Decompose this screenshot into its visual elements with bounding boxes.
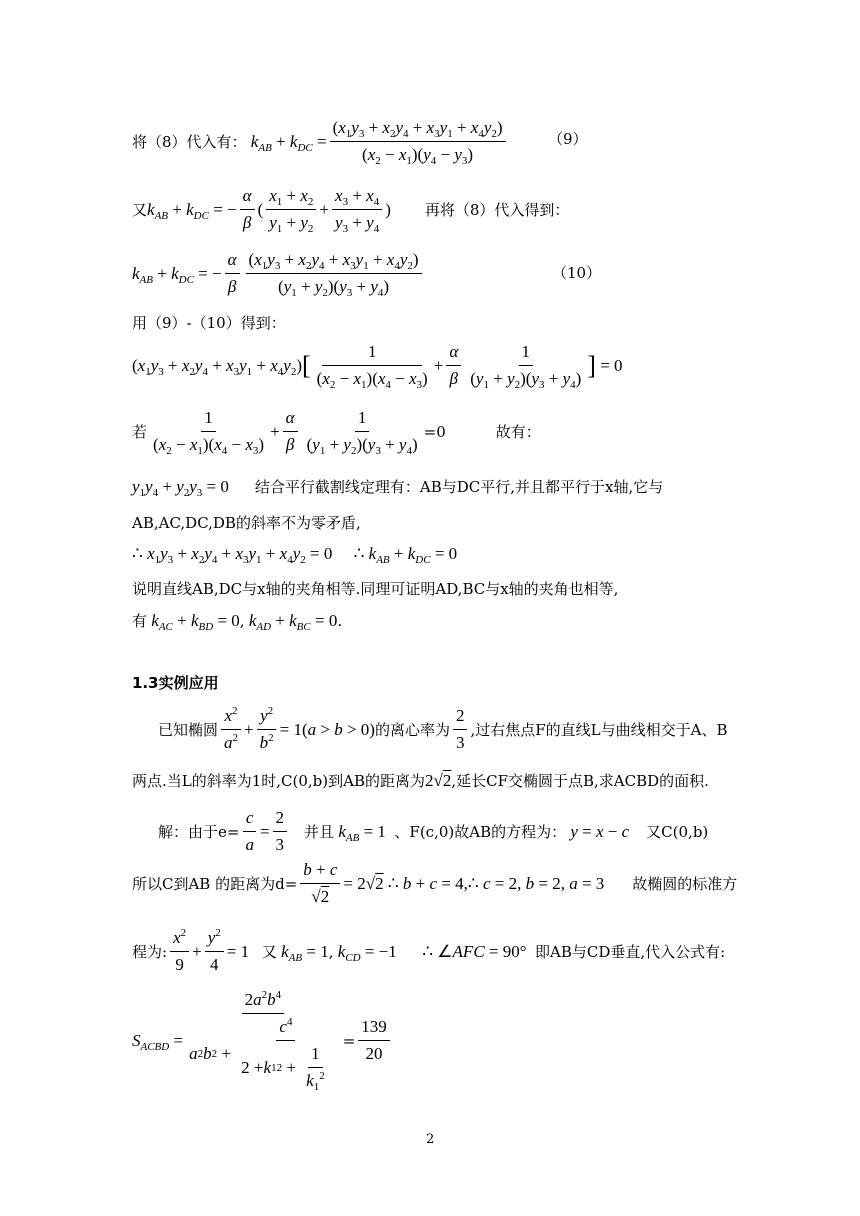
problem-line-2 <box>132 770 709 791</box>
math-kad-kbc: $k_{AD} + k_{BC} = 0$ <box>248 610 338 633</box>
equation-y-line <box>132 476 663 497</box>
math-therefore-sum: ∴ $x_1y_3 + x_2y_4 + x_3y_1 + x_4y_2 = 0$ ∴ $k_{AB} + k_{DC} = 0$ <box>132 544 458 566</box>
text-parallel-theorem: 结合平行截割线定理有：AB与DC平行,并且都平行于x轴,它与 <box>254 478 664 496</box>
equation-number-10: （10） <box>552 264 602 282</box>
text-also: 又 <box>261 943 277 961</box>
math-kab-1: $k_{AB} = 1$ <box>338 821 395 844</box>
result-numerator: 139 <box>358 1017 390 1041</box>
text-and: 并且 <box>304 823 335 841</box>
equals-sign: = <box>259 821 270 841</box>
equation-10-line <box>132 250 425 297</box>
paren-open: ( <box>257 199 264 219</box>
problem-line-1 <box>158 706 727 753</box>
text-perpendicular: 即AB与CD垂直,代入公式有: <box>535 943 726 961</box>
area-formula-line <box>132 990 393 1091</box>
bracket-open: [ <box>302 350 311 380</box>
text-equation-is: 程为: <box>132 943 168 961</box>
math-sum-term: $(x_1y_3 + x_2y_4 + x_3y_1 + x_4y_2)$ <box>132 355 302 378</box>
math-y-sum: $y_1y_4 + y_2y_3 = 0$ <box>132 476 229 499</box>
fraction-one-x: $\frac{1}{(x_2 - x_1)(x_4 - x_3)}$ <box>316 342 428 391</box>
text-if: 若 <box>132 423 148 441</box>
text-distance: 所以C到AB 的距离为d= <box>132 875 298 893</box>
math-y-x-c: y = x − c <box>570 821 630 841</box>
text-substitute-8: 将（8）代入有： <box>132 133 247 151</box>
plus-sign-3: + <box>270 421 280 441</box>
fraction-area: $2a^2b^4$ a 2 b 2 + $c^4$ 2 + k 1 2 + $\frac{1}{k_1^2}$ <box>186 990 340 1091</box>
text-contradiction: AB,AC,DC,DB的斜率不为零矛盾, <box>132 514 361 532</box>
solution-line-2 <box>132 860 737 907</box>
fraction-one-y: $\frac{1}{(y_1 + y_2)(y_3 + y_4)}$ <box>470 342 582 391</box>
section-heading: 1.3实例应用 <box>132 674 219 692</box>
fraction-one-k1: $\frac{1}{k_1^2}$ <box>306 1044 325 1093</box>
math-kab-kdc-3: $k_{AB} + k_{DC}$ = − <box>132 263 222 286</box>
fraction-eq9: $\frac{(x_1y_3 + x_2y_4 + x_3y_1 + x_4y_2)}{(x_2 - x_1)(y_4 - y_3)}$ <box>330 118 506 165</box>
paren-close: ) <box>385 199 391 219</box>
fraction-x2-a2: $\frac{x^2}{a^2}$ <box>221 706 241 753</box>
fraction-c4: $c^4$ 2 + k 1 2 + $\frac{1}{k_1^2}$ <box>238 1017 334 1091</box>
fraction-x3x4: $\frac{x_3 + x_4}{y_3 + y_4}$ <box>332 186 382 233</box>
fraction-one-y-2: $\frac{1}{(y_1 + y_2)(y_3 + y_4)}$ <box>306 408 418 457</box>
math-2sqrt2: 2√2 <box>425 770 452 790</box>
fraction-alpha-beta-4: $\frac{\alpha}{\beta}$ <box>283 408 298 455</box>
text-substitute-again: 再将（8）代入得到： <box>424 201 570 219</box>
text-standard-eq: 故椭圆的标准方 <box>632 875 738 893</box>
plus-sign-4: + <box>244 719 254 739</box>
fraction-alpha-beta: $\frac{\alpha}{\beta}$ <box>240 186 255 233</box>
result-denominator: 20 <box>365 1044 383 1063</box>
equation-9-line <box>132 118 509 165</box>
text-you: 又 <box>132 201 148 219</box>
text-angles-equal: 说明直线AB,DC与x轴的夹角相等.同理可证明AD,BC与x轴的夹角也相等, <box>132 580 619 598</box>
math-ellipse-condition: = 1(a > b > 0) <box>279 719 375 739</box>
math-kab-kdc: $k_{AB} + k_{DC}$ = <box>250 131 327 154</box>
fraction-c-a: $\frac{c}{a}$ <box>242 808 257 855</box>
text-comma-2: , <box>328 942 334 961</box>
equation-slopes-line <box>132 610 342 631</box>
math-s-acbd: $S_{ACBD}$ = <box>132 1030 184 1053</box>
math-equals-1: = 1 <box>226 941 262 961</box>
math-kac-kbd: $k_{AC} + k_{BD} = 0$ <box>151 610 240 633</box>
text-two-points: 两点.当L的斜率为1时,C(0,b)到AB的距离为 <box>132 772 425 790</box>
fraction-one-x-2: $\frac{1}{(x_2 - x_1)(x_4 - x_3)}$ <box>153 408 265 457</box>
text-comma: , <box>239 611 245 630</box>
math-kab-kdc-2: $k_{AB} + k_{DC}$ = − <box>147 199 237 222</box>
text-equals-zero: =0 <box>423 422 446 441</box>
equation-therefore-line <box>132 544 457 564</box>
text-focus-line: ,过右焦点F的直线L与曲线相交于A、B <box>470 721 728 739</box>
fraction-two-thirds: $\frac{2}{3}$ <box>453 706 468 753</box>
plus-sign: + <box>319 199 330 219</box>
text-ab-equation: 、F(c,0)故AB的方程为： <box>394 823 567 841</box>
equation-line-2 <box>132 186 569 233</box>
equals-zero: = 0 <box>595 355 623 375</box>
text-solution-since: 解：由于e= <box>158 823 240 841</box>
text-and-c: 又C(0,b) <box>646 823 709 841</box>
text-find-area: ,延长CF交椭圆于点B,求ACBD的面积. <box>451 772 709 790</box>
plus-sign-2: + <box>433 355 444 375</box>
equation-if-line <box>132 408 541 455</box>
solution-line-3 <box>132 928 725 975</box>
fraction-eq10: $\frac{(x_1y_3 + x_2y_4 + x_3y_1 + x_4y_2)}{(y_1 + y_2)(y_3 + y_4)}$ <box>246 250 422 297</box>
fraction-result <box>358 1017 390 1064</box>
fraction-x1x2: $\frac{x_1 + x_2}{y_1 + y_2}$ <box>266 186 316 233</box>
equation-product-line <box>132 342 623 389</box>
text-period: . <box>337 611 343 630</box>
fraction-y2-4: $\frac{y^2}{4}$ <box>205 928 224 975</box>
text-eccentricity: 的离心率为 <box>374 721 450 739</box>
solution-line-1 <box>158 808 708 855</box>
text-equals-final: = <box>342 1031 356 1050</box>
fraction-two-thirds-2: $\frac{2}{3}$ <box>273 808 288 855</box>
page-number: 2 <box>426 1132 435 1147</box>
math-solve-values: = 2√2 ∴ b + c = 4,∴ c = 2, b = 2, a = 3 <box>343 873 605 893</box>
fraction-b-c-sqrt2: $\frac{b + c}{√2}$ <box>300 860 340 907</box>
math-kab-1-2: $k_{AB} = 1$ <box>281 941 329 964</box>
fraction-y2-b2: $\frac{y^2}{b^2}$ <box>257 706 277 753</box>
bracket-close: ] <box>587 350 596 380</box>
math-kcd: $k_{CD} = -1$ ∴ ∠AFC = 90° <box>337 941 536 964</box>
fraction-alpha-beta-3: $\frac{\alpha}{\beta}$ <box>446 342 461 389</box>
text-subtract-line <box>132 312 286 333</box>
text-given-ellipse: 已知椭圆 <box>158 721 219 739</box>
text-subtract: 用（9）-（10）得到： <box>132 314 286 332</box>
text-angles-line <box>132 578 618 599</box>
equation-number-9: （9） <box>548 130 588 148</box>
text-have: 有 <box>132 612 148 630</box>
fraction-x2-9: $\frac{x^2}{9}$ <box>170 928 189 975</box>
plus-sign-5: + <box>192 941 202 961</box>
text-therefore: 故有： <box>495 423 541 441</box>
fraction-alpha-beta-2: $\frac{\alpha}{\beta}$ <box>225 250 240 297</box>
text-contradiction-line <box>132 512 361 533</box>
